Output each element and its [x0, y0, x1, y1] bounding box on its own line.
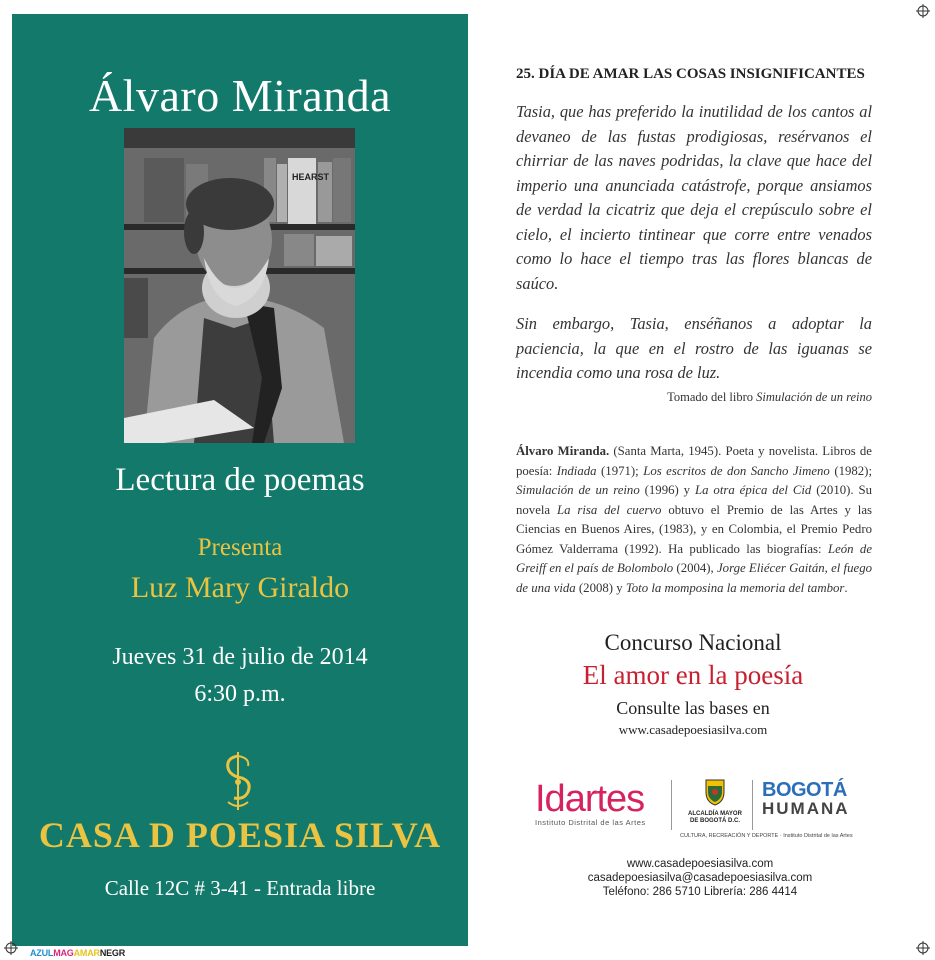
bogota-crest-logo: [680, 778, 750, 833]
event-panel: [12, 14, 468, 946]
bio-book-title: Simulación de un reino: [516, 483, 640, 497]
poem-stanza-2: Sin embargo, Tasia, enséñanos a adoptar la paciencia, la que en el rostro de las iguanas se incendia como una rosa de luz.: [516, 314, 872, 382]
bogota-humana-logo: [762, 780, 852, 817]
coat-of-arms-icon: [704, 778, 726, 806]
bio-text: (1996) y: [639, 483, 695, 497]
humana-wordmark: HUMANA: [762, 799, 850, 818]
bogota-wordmark: BOGOTÁ: [762, 779, 847, 801]
bio-book-title: Los escritos de don Sancho Jimeno: [643, 463, 830, 478]
poet-name: Álvaro Miranda: [88, 70, 392, 121]
bio-book-title: La risa del cuervo: [556, 502, 662, 517]
bio-text: (1982);: [829, 463, 873, 478]
poem-stanza-1: Tasia, que has preferido la inutilidad de los cantos al devaneo de las fustas prodigiosas, resérvanos el chirriar de las naves podridas, la clave que hace del imperio una anunciada catástrofe, porque ansiamos de verdad la cicatriz que deja el crepúsculo sobre el cielo, el incierto tintinear que corre entre venados como lo hace el tiempo tras las flores blancas de saúco.: [516, 102, 872, 293]
bio-text: (Santa Marta, 1945). Poeta y novelista. Libros de poesía:: [516, 444, 872, 478]
bio-text: (2004),: [673, 561, 717, 575]
venue-logo: CASA D POESIA SILVA: [38, 815, 442, 855]
bio-text: (2008) y: [575, 580, 626, 595]
bio-book-title: Jorge Eliécer Gaitán, el fuego de una vida: [516, 561, 872, 595]
source-book: Simulación de un reino: [756, 390, 872, 404]
poet-biography: [516, 442, 872, 598]
bio-text: .: [844, 580, 848, 595]
bio-text: (1971);: [596, 463, 644, 478]
bio-text: obtuvo el Premio de las Artes y las Ciencias en Buenos Aires, (1983), y en Colombia, el Premio Pedro Gómez Valderrama (1992). Ha publicado las biografías:: [516, 502, 873, 556]
poet-photo: [124, 128, 355, 443]
contact-website-link[interactable]: www.casadepoesiasilva.com: [626, 858, 774, 870]
registration-mark-icon: [916, 941, 930, 955]
contest-url-link[interactable]: www.casadepoesiasilva.com: [618, 722, 768, 737]
registration-mark-icon: [916, 4, 930, 18]
presenter-name: Luz Mary Giraldo: [130, 571, 350, 604]
color-label-magenta: MAG: [53, 948, 74, 958]
color-label-cyan: AZUL: [30, 948, 54, 958]
bio-name: Álvaro Miranda.: [516, 444, 610, 458]
source-prefix: Tomado del libro: [667, 390, 757, 404]
contest-heading: Concurso Nacional: [604, 630, 782, 655]
logos-caption: CULTURA, RECREACIÓN Y DEPORTE · Instituto Distrital de las Artes: [680, 833, 853, 839]
registration-mark-icon: [4, 941, 18, 955]
idartes-subtitle: Instituto Distrital de las Artes: [535, 818, 646, 827]
poem-source: [667, 390, 872, 405]
logo-divider: [752, 780, 753, 830]
color-label-black: NEGR: [99, 948, 126, 958]
idartes-logo: [535, 780, 667, 832]
casa-silva-emblem-icon: [216, 752, 260, 812]
color-label-yellow: AMAR: [73, 948, 100, 958]
venue-address: Calle 12C # 3-41 - Entrada libre: [104, 876, 376, 900]
contest-name: El amor en la poesía: [582, 660, 804, 690]
contest-cta: Consulte las bases en: [616, 698, 770, 718]
contact-email-link[interactable]: casadepoesiasilva@casadepoesiasilva.com: [587, 872, 813, 884]
crest-caption-line-2: DE BOGOTÁ D.C.: [689, 818, 740, 824]
print-color-bar: [30, 948, 125, 958]
presenta-label: Presenta: [197, 534, 283, 561]
bio-text: (2010). Su novela: [516, 483, 873, 517]
bio-book-title: León de Greiff en el país de Bolombolo: [516, 541, 872, 575]
poem-title: 25. DÍA DE AMAR LAS COSAS INSIGNIFICANTES: [516, 66, 865, 82]
contact-phone: Teléfono: 286 5710 Librería: 286 4414: [602, 886, 798, 898]
idartes-wordmark: Idartes: [535, 778, 645, 820]
event-date: Jueves 31 de julio de 2014: [112, 644, 368, 670]
logo-divider: [671, 780, 672, 830]
crest-caption-line-1: ALCALDÍA MAYOR: [688, 811, 742, 817]
event-time: 6:30 p.m.: [194, 681, 286, 707]
event-title: Lectura de poemas: [115, 462, 365, 498]
bio-book-title: Toto la momposina la memoria del tambor: [625, 580, 845, 595]
bio-book-title: La otra épica del Cid: [695, 483, 812, 497]
book-title-hearst: HEARST: [292, 172, 330, 182]
bio-book-title: Indiada: [556, 463, 597, 478]
